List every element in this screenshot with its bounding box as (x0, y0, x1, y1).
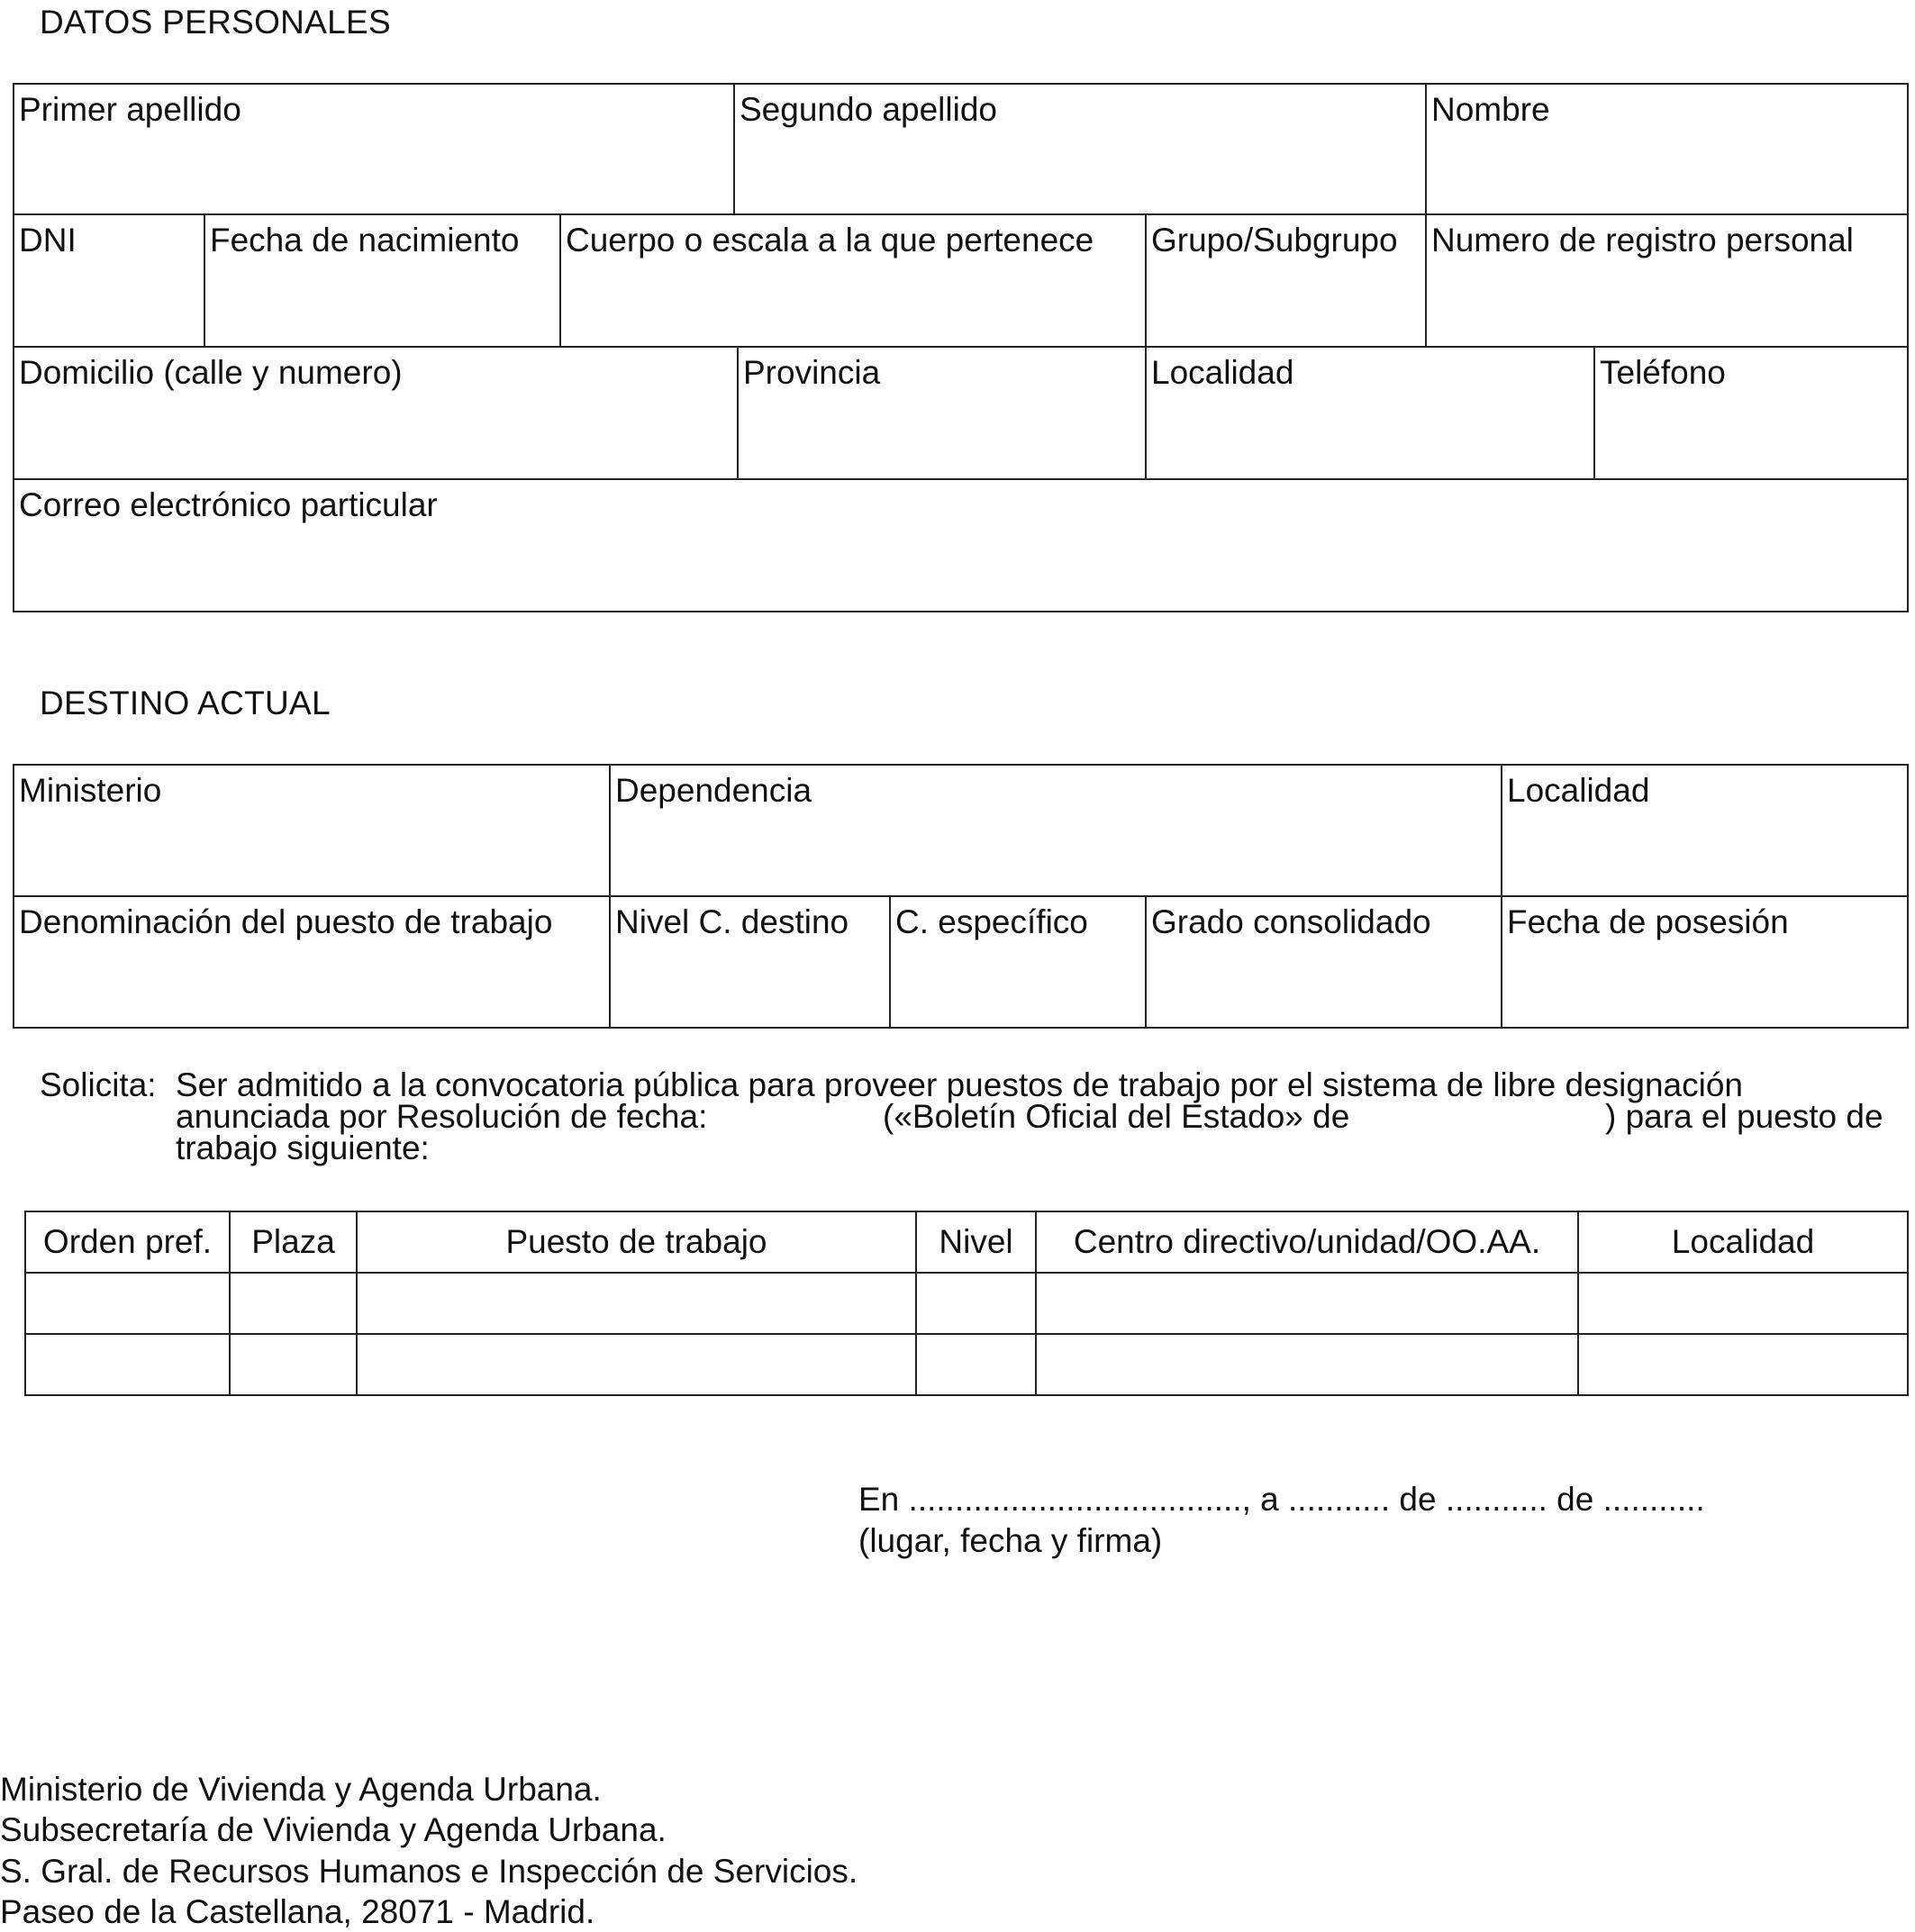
fecha-posesion-field[interactable] (1501, 895, 1909, 1029)
nivel-destino-label: Nivel C. destino (615, 903, 849, 940)
table-cell[interactable] (24, 1333, 231, 1396)
provincia-label: Provincia (743, 354, 881, 391)
table-cell[interactable] (356, 1272, 917, 1335)
telefono-label: Teléfono (1600, 354, 1726, 391)
segundo-apellido-label: Segundo apellido (740, 91, 997, 128)
table-cell[interactable] (1035, 1333, 1579, 1396)
table-cell[interactable] (229, 1272, 358, 1335)
header-orden-pref: Orden pref. (24, 1211, 231, 1274)
cuerpo-escala-field[interactable] (559, 213, 1147, 348)
dni-field[interactable] (13, 213, 205, 348)
address-line-1: Ministerio de Vivienda y Agenda Urbana. (0, 1771, 602, 1808)
primer-apellido-field[interactable] (13, 83, 735, 215)
c-especifico-label: C. específico (895, 903, 1088, 940)
header-centro-directivo: Centro directivo/unidad/OO.AA. (1035, 1211, 1579, 1274)
nombre-field[interactable] (1425, 83, 1909, 215)
table-cell[interactable] (915, 1333, 1037, 1396)
localidad-label: Localidad (1151, 354, 1294, 391)
header-puesto-trabajo: Puesto de trabajo (356, 1211, 917, 1274)
header-nivel: Nivel (915, 1211, 1037, 1274)
domicilio-label: Domicilio (calle y numero) (19, 354, 403, 391)
solicita-label: Solicita: (40, 1066, 157, 1103)
c-especifico-field[interactable] (889, 895, 1147, 1029)
localidad-field[interactable] (1145, 346, 1595, 480)
table-cell[interactable] (356, 1333, 917, 1396)
grado-consolidado-label: Grado consolidado (1151, 903, 1431, 940)
correo-label: Correo electrónico particular (19, 486, 438, 523)
correo-field[interactable] (13, 478, 1909, 612)
solicita-line-2a: anunciada por Resolución de fecha: (176, 1098, 708, 1135)
datos-personales-heading: DATOS PERSONALES (40, 4, 391, 41)
table-cell[interactable] (1577, 1333, 1909, 1396)
solicita-line-3: trabajo siguiente: (176, 1129, 430, 1166)
table-cell[interactable] (229, 1333, 358, 1396)
header-localidad: Localidad (1577, 1211, 1909, 1274)
address-line-2: Subsecretaría de Vivienda y Agenda Urbana. (0, 1811, 667, 1848)
numero-registro-label: Numero de registro personal (1431, 222, 1854, 259)
nivel-destino-field[interactable] (609, 895, 891, 1029)
grado-consolidado-field[interactable] (1145, 895, 1502, 1029)
fecha-nacimiento-field[interactable] (204, 213, 561, 348)
table-cell[interactable] (24, 1272, 231, 1335)
ministerio-field[interactable] (13, 764, 611, 897)
telefono-field[interactable] (1593, 346, 1909, 480)
fecha-posesion-label: Fecha de posesión (1507, 903, 1789, 940)
address-line-3: S. Gral. de Recursos Humanos e Inspección de Servicios. (0, 1853, 858, 1890)
provincia-field[interactable] (737, 346, 1147, 480)
nombre-label: Nombre (1431, 91, 1550, 128)
destino-localidad-field[interactable] (1501, 764, 1909, 897)
cuerpo-escala-label: Cuerpo o escala a la que pertenece (566, 222, 1094, 259)
grupo-subgrupo-label: Grupo/Subgrupo (1151, 222, 1398, 259)
destino-localidad-label: Localidad (1507, 772, 1650, 809)
solicita-line-1: Ser admitido a la convocatoria pública para proveer puestos de trabajo por el sistema de libre designación (176, 1066, 1744, 1103)
solicita-line-2c: ) para el puesto de (1605, 1098, 1883, 1135)
table-cell[interactable] (915, 1272, 1037, 1335)
dni-label: DNI (19, 222, 77, 259)
segundo-apellido-field[interactable] (733, 83, 1427, 215)
denominacion-puesto-label: Denominación del puesto de trabajo (19, 903, 553, 940)
primer-apellido-label: Primer apellido (19, 91, 241, 128)
grupo-subgrupo-field[interactable] (1145, 213, 1427, 348)
header-plaza: Plaza (229, 1211, 358, 1274)
solicita-line-2b: («Boletín Oficial del Estado» de (883, 1098, 1350, 1135)
signature-line: En ...................................., a ........... de ........... de ........... (858, 1481, 1705, 1518)
destino-actual-heading: DESTINO ACTUAL (40, 685, 331, 721)
dependencia-field[interactable] (609, 764, 1502, 897)
address-line-4: Paseo de la Castellana, 28071 - Madrid. (0, 1893, 595, 1930)
fecha-nacimiento-label: Fecha de nacimiento (210, 222, 520, 259)
table-cell[interactable] (1577, 1272, 1909, 1335)
numero-registro-field[interactable] (1425, 213, 1909, 348)
denominacion-puesto-field[interactable] (13, 895, 611, 1029)
dependencia-label: Dependencia (615, 772, 812, 809)
signature-caption: (lugar, fecha y firma) (858, 1522, 1163, 1559)
domicilio-field[interactable] (13, 346, 739, 480)
ministerio-label: Ministerio (19, 772, 162, 809)
table-cell[interactable] (1035, 1272, 1579, 1335)
